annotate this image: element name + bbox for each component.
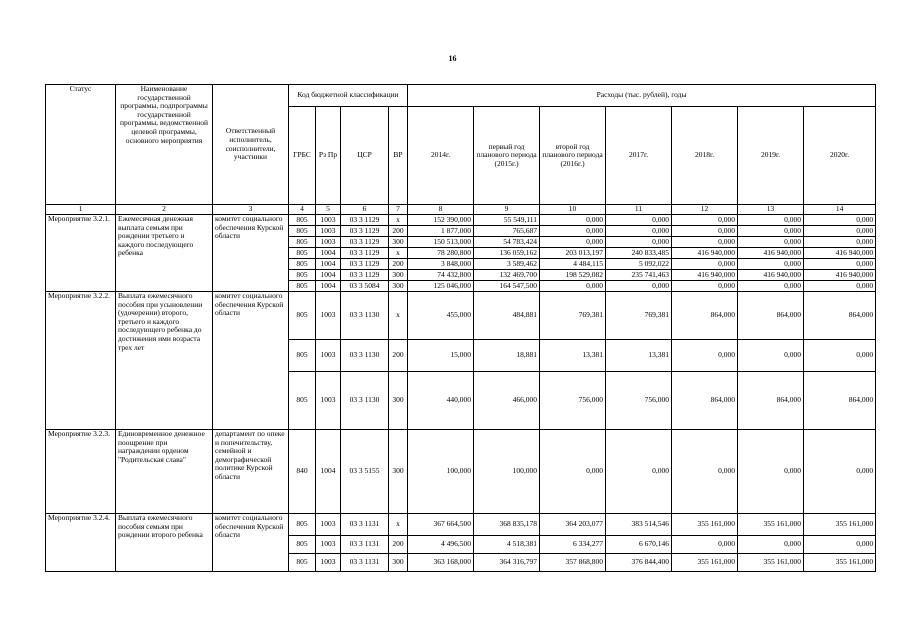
rzpr-cell: 1003 <box>316 237 341 248</box>
expense-cell-2020: 864,000 <box>804 372 876 430</box>
expense-cell-2017: 376 844,400 <box>606 554 672 572</box>
expense-cell-2017: 0,000 <box>606 226 672 237</box>
expense-cell-2018: 0,000 <box>672 340 738 372</box>
header-year-2017: 2017г. <box>606 107 672 205</box>
header-responsible: Ответственный исполнитель, соисполнители, участники <box>213 85 289 205</box>
csr-cell: 03 3 1131 <box>341 536 389 554</box>
csr-cell: 03 3 1130 <box>341 340 389 372</box>
table-row <box>46 430 876 514</box>
rzpr-cell: 1004 <box>316 281 341 292</box>
expense-cell-2020: 0,000 <box>804 215 876 226</box>
expense-cell-2019: 0,000 <box>738 340 804 372</box>
rzpr-cell: 1004 <box>316 259 341 270</box>
expense-cell-2018: 0,000 <box>672 237 738 248</box>
expense-cell-2016: 0,000 <box>540 215 606 226</box>
csr-cell: 03 3 1129 <box>341 215 389 226</box>
header-status: Статус <box>46 85 116 205</box>
csr-cell: 03 3 1129 <box>341 259 389 270</box>
grbs-cell: 805 <box>289 372 316 430</box>
expense-cell-2016: 13,381 <box>540 340 606 372</box>
expense-cell-2018: 355 161,000 <box>672 514 738 536</box>
header-name: Наименование государственной программы, подпрограммы государственной программы, ведомственной целевой программы, основного мероприятия <box>116 85 213 205</box>
expense-cell-2015: 4 518,381 <box>474 536 540 554</box>
column-number: 10 <box>540 205 606 215</box>
expense-cell-2020: 864,000 <box>804 292 876 340</box>
expense-cell-2014: 150 513,000 <box>408 237 474 248</box>
expense-cell-2017: 5 092,022 <box>606 259 672 270</box>
column-number: 11 <box>606 205 672 215</box>
measure-status: Мероприятие 3.2.2. <box>46 292 116 430</box>
expense-cell-2014: 74 432,800 <box>408 270 474 281</box>
grbs-cell: 805 <box>289 270 316 281</box>
expense-cell-2014: 3 848,000 <box>408 259 474 270</box>
rzpr-cell: 1003 <box>316 536 341 554</box>
header-rzpr: Рз Пр <box>316 107 341 205</box>
expense-cell-2017: 235 741,463 <box>606 270 672 281</box>
vr-cell: 300 <box>389 237 408 248</box>
expense-cell-2016: 0,000 <box>540 430 606 514</box>
expense-cell-2019: 864,000 <box>738 372 804 430</box>
vr-cell: 200 <box>389 340 408 372</box>
expense-cell-2018: 0,000 <box>672 226 738 237</box>
expense-cell-2017: 240 833,485 <box>606 248 672 259</box>
rzpr-cell: 1003 <box>316 215 341 226</box>
table-row <box>46 514 876 536</box>
expense-cell-2019: 0,000 <box>738 281 804 292</box>
expense-cell-2015: 364 316,797 <box>474 554 540 572</box>
expense-cell-2015: 484,881 <box>474 292 540 340</box>
grbs-cell: 805 <box>289 514 316 536</box>
expense-cell-2020: 0,000 <box>804 430 876 514</box>
expense-cell-2019: 0,000 <box>738 237 804 248</box>
grbs-cell: 805 <box>289 554 316 572</box>
header-year-2016: второй год планового периода (2016г.) <box>540 107 606 205</box>
expense-cell-2019: 0,000 <box>738 259 804 270</box>
rzpr-cell: 1003 <box>316 292 341 340</box>
column-number: 4 <box>289 205 316 215</box>
vr-cell: 300 <box>389 270 408 281</box>
measure-responsible: комитет социального обеспечения Курской области <box>213 514 289 572</box>
expense-cell-2014: 78 280,800 <box>408 248 474 259</box>
header-vr: ВР <box>389 107 408 205</box>
expense-cell-2017: 0,000 <box>606 215 672 226</box>
column-number-row <box>46 205 876 215</box>
expense-cell-2020: 416 940,000 <box>804 270 876 281</box>
expense-cell-2020: 0,000 <box>804 237 876 248</box>
expense-cell-2018: 0,000 <box>672 430 738 514</box>
vr-cell: 300 <box>389 430 408 514</box>
expense-cell-2020: 355 161,000 <box>804 514 876 536</box>
rzpr-cell: 1003 <box>316 340 341 372</box>
header-year-2014: 2014г. <box>408 107 474 205</box>
expense-cell-2020: 0,000 <box>804 281 876 292</box>
column-number: 5 <box>316 205 341 215</box>
expense-cell-2018: 355 161,000 <box>672 554 738 572</box>
budget-table <box>45 84 876 572</box>
expense-cell-2019: 416 940,000 <box>738 270 804 281</box>
measure-responsible: комитет социального обеспечения Курской области <box>213 215 289 292</box>
expense-cell-2016: 0,000 <box>540 281 606 292</box>
vr-cell: 200 <box>389 226 408 237</box>
expense-cell-2020: 0,000 <box>804 226 876 237</box>
expense-cell-2014: 455,000 <box>408 292 474 340</box>
grbs-cell: 805 <box>289 259 316 270</box>
expense-cell-2020: 0,000 <box>804 340 876 372</box>
expense-cell-2017: 6 670,146 <box>606 536 672 554</box>
header-year-2018: 2018г. <box>672 107 738 205</box>
expense-cell-2020: 0,000 <box>804 536 876 554</box>
measure-responsible: департамент по опеке и попечительству, семейной и демографической политике Курской области <box>213 430 289 514</box>
expense-cell-2014: 15,000 <box>408 340 474 372</box>
csr-cell: 03 3 1131 <box>341 554 389 572</box>
column-number: 13 <box>738 205 804 215</box>
expense-cell-2014: 125 046,000 <box>408 281 474 292</box>
csr-cell: 03 3 5155 <box>341 430 389 514</box>
header-year-2019: 2019г. <box>738 107 804 205</box>
header-grbs: ГРБС <box>289 107 316 205</box>
vr-cell: 200 <box>389 259 408 270</box>
expense-cell-2016: 4 484,115 <box>540 259 606 270</box>
column-number: 14 <box>804 205 876 215</box>
expense-cell-2015: 18,881 <box>474 340 540 372</box>
vr-cell: 300 <box>389 281 408 292</box>
expense-cell-2015: 100,000 <box>474 430 540 514</box>
grbs-cell: 805 <box>289 237 316 248</box>
expense-cell-2018: 0,000 <box>672 281 738 292</box>
expense-cell-2018: 864,000 <box>672 372 738 430</box>
rzpr-cell: 1003 <box>316 226 341 237</box>
expense-cell-2017: 0,000 <box>606 430 672 514</box>
csr-cell: 03 3 1129 <box>341 237 389 248</box>
column-number: 12 <box>672 205 738 215</box>
expense-cell-2018: 416 940,000 <box>672 248 738 259</box>
vr-cell: х <box>389 248 408 259</box>
expense-cell-2015: 3 589,462 <box>474 259 540 270</box>
expense-cell-2019: 0,000 <box>738 536 804 554</box>
expense-cell-2015: 54 783,424 <box>474 237 540 248</box>
grbs-cell: 805 <box>289 536 316 554</box>
csr-cell: 03 3 1129 <box>341 248 389 259</box>
expense-cell-2017: 383 514,546 <box>606 514 672 536</box>
expense-cell-2019: 355 161,000 <box>738 514 804 536</box>
table-header <box>46 85 876 215</box>
page-number: 16 <box>448 54 457 63</box>
vr-cell: 300 <box>389 372 408 430</box>
column-number: 2 <box>116 205 213 215</box>
measure-name: Ежемесячная денежная выплата семьям при рождении третьего и каждого последующего ребенка <box>116 215 213 292</box>
grbs-cell: 805 <box>289 215 316 226</box>
expense-cell-2020: 0,000 <box>804 259 876 270</box>
column-number: 3 <box>213 205 289 215</box>
expense-cell-2016: 769,381 <box>540 292 606 340</box>
expense-cell-2017: 0,000 <box>606 281 672 292</box>
measure-name: Выплата ежемесячного пособия семьям при рождении второго ребенка <box>116 514 213 572</box>
expense-cell-2020: 416 940,000 <box>804 248 876 259</box>
expense-cell-2014: 363 168,000 <box>408 554 474 572</box>
grbs-cell: 805 <box>289 248 316 259</box>
expense-cell-2018: 864,000 <box>672 292 738 340</box>
expense-cell-2019: 416 940,000 <box>738 248 804 259</box>
header-year-2020: 2020г. <box>804 107 876 205</box>
expense-cell-2016: 357 868,800 <box>540 554 606 572</box>
column-number: 9 <box>474 205 540 215</box>
vr-cell: 300 <box>389 554 408 572</box>
expense-cell-2018: 416 940,000 <box>672 270 738 281</box>
header-csr: ЦСР <box>341 107 389 205</box>
vr-cell: х <box>389 215 408 226</box>
expense-cell-2017: 756,000 <box>606 372 672 430</box>
expense-cell-2019: 0,000 <box>738 215 804 226</box>
expense-cell-2018: 0,000 <box>672 259 738 270</box>
expense-cell-2014: 100,000 <box>408 430 474 514</box>
expense-cell-2014: 367 664,500 <box>408 514 474 536</box>
csr-cell: 03 3 1129 <box>341 226 389 237</box>
measure-name: Единовременное денежное поощрение при награждении орденом "Родительская слава" <box>116 430 213 514</box>
vr-cell: х <box>389 292 408 340</box>
grbs-cell: 840 <box>289 430 316 514</box>
csr-cell: 03 3 1130 <box>341 372 389 430</box>
expense-cell-2018: 0,000 <box>672 215 738 226</box>
expense-cell-2016: 0,000 <box>540 237 606 248</box>
table-row <box>46 292 876 340</box>
measure-status: Мероприятие 3.2.4. <box>46 514 116 572</box>
expense-cell-2017: 769,381 <box>606 292 672 340</box>
expense-cell-2016: 0,000 <box>540 226 606 237</box>
expense-cell-2018: 0,000 <box>672 536 738 554</box>
expense-cell-2019: 355 161,000 <box>738 554 804 572</box>
csr-cell: 03 3 1131 <box>341 514 389 536</box>
table-body <box>46 215 876 572</box>
expense-cell-2015: 136 059,162 <box>474 248 540 259</box>
header-budget-code: Код бюджетной классификации <box>289 85 408 107</box>
expense-cell-2015: 368 835,178 <box>474 514 540 536</box>
expense-cell-2016: 203 013,197 <box>540 248 606 259</box>
table-row <box>46 215 876 226</box>
rzpr-cell: 1003 <box>316 372 341 430</box>
expense-cell-2014: 1 877,000 <box>408 226 474 237</box>
expense-cell-2015: 466,000 <box>474 372 540 430</box>
header-expenses: Расходы (тыс. рублей), годы <box>408 85 876 107</box>
expense-cell-2016: 364 203,077 <box>540 514 606 536</box>
expense-cell-2019: 0,000 <box>738 430 804 514</box>
grbs-cell: 805 <box>289 340 316 372</box>
vr-cell: 200 <box>389 536 408 554</box>
header-year-2015: первый год планового периода (2015г.) <box>474 107 540 205</box>
expense-cell-2019: 864,000 <box>738 292 804 340</box>
expense-cell-2017: 0,000 <box>606 237 672 248</box>
expense-cell-2020: 355 161,000 <box>804 554 876 572</box>
csr-cell: 03 3 1130 <box>341 292 389 340</box>
vr-cell: х <box>389 514 408 536</box>
rzpr-cell: 1004 <box>316 430 341 514</box>
grbs-cell: 805 <box>289 281 316 292</box>
measure-name: Выплата ежемесячного пособия при усыновлении (удочерении) второго, третьего и каждого последующего ребенка до достижения ими возраста трех лет <box>116 292 213 430</box>
expense-cell-2016: 198 529,082 <box>540 270 606 281</box>
expense-cell-2014: 4 496,500 <box>408 536 474 554</box>
expense-cell-2014: 440,000 <box>408 372 474 430</box>
expense-cell-2016: 756,000 <box>540 372 606 430</box>
expense-cell-2017: 13,381 <box>606 340 672 372</box>
column-number: 8 <box>408 205 474 215</box>
rzpr-cell: 1004 <box>316 248 341 259</box>
measure-status: Мероприятие 3.2.1. <box>46 215 116 292</box>
expense-cell-2015: 765,687 <box>474 226 540 237</box>
rzpr-cell: 1003 <box>316 554 341 572</box>
csr-cell: 03 3 1129 <box>341 270 389 281</box>
csr-cell: 03 3 5084 <box>341 281 389 292</box>
grbs-cell: 805 <box>289 292 316 340</box>
expense-cell-2019: 0,000 <box>738 226 804 237</box>
expense-cell-2016: 6 334,277 <box>540 536 606 554</box>
measure-status: Мероприятие 3.2.3. <box>46 430 116 514</box>
rzpr-cell: 1003 <box>316 514 341 536</box>
grbs-cell: 805 <box>289 226 316 237</box>
rzpr-cell: 1004 <box>316 270 341 281</box>
expense-cell-2015: 132 469,700 <box>474 270 540 281</box>
expense-cell-2015: 164 547,500 <box>474 281 540 292</box>
column-number: 1 <box>46 205 116 215</box>
expense-cell-2014: 152 390,000 <box>408 215 474 226</box>
column-number: 7 <box>389 205 408 215</box>
measure-responsible: комитет социального обеспечения Курской области <box>213 292 289 430</box>
expense-cell-2015: 55 549,111 <box>474 215 540 226</box>
column-number: 6 <box>341 205 389 215</box>
